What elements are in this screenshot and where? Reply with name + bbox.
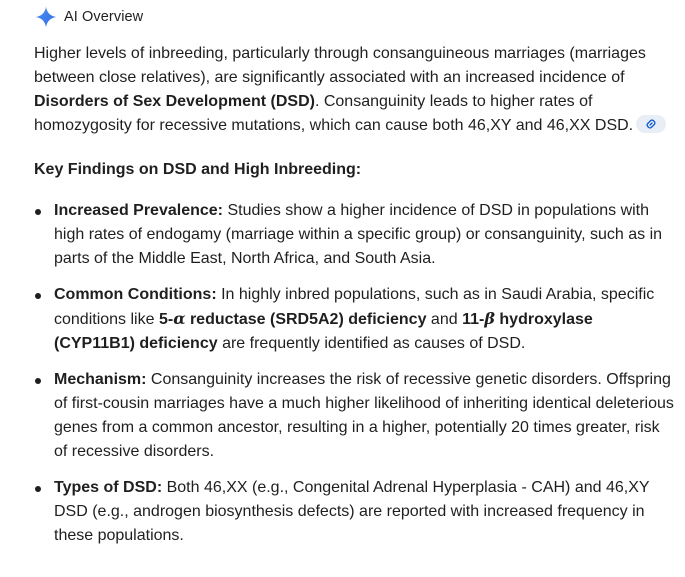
findings-list — [34, 199, 674, 548]
beta-symbol: β — [484, 309, 495, 328]
intro-text-start: Higher levels of inbreeding, particularly through consanguineous marriages (marriages between close relatives), are significantly associated with an increased incidence of — [34, 45, 646, 86]
sparkle-icon — [34, 5, 58, 29]
list-item — [34, 476, 674, 548]
ai-overview-title: AI Overview — [64, 9, 144, 25]
list-item — [34, 199, 674, 271]
source-link-button[interactable] — [636, 115, 666, 133]
overview-content — [34, 42, 674, 560]
condition-name: reductase (SRD5A2) deficiency — [185, 311, 427, 328]
finding-text: In highly inbred populations, such as in Saudi Arabia, specific conditions like — [54, 286, 655, 328]
finding-text: Studies show a higher incidence of DSD in populations with high rates of endogamy (marriage within a specific group) or consanguinity, such as in parts of the Middle East, North Africa, and South Asia. — [54, 202, 663, 267]
ai-overview-header — [34, 5, 143, 29]
condition-prefix: 5- — [158, 311, 174, 328]
finding-label: Increased Prevalence: — [54, 202, 223, 219]
finding-text: Consanguinity increases the risk of recessive genetic disorders. Offspring of first-cousin marriages have a much higher likelihood of inheriting identical deleterious genes from a common ancestor, resulting in a higher, potentially 20 times greater, risk of recessive disorders. — [54, 371, 674, 460]
section-heading: Key Findings on DSD and High Inbreeding: — [34, 161, 362, 178]
intro-text-end: . Consanguinity leads to higher rates of homozygosity for recessive mutations, which can cause both 46,XY and 46,XX DSD. — [34, 93, 634, 134]
intro-paragraph — [34, 42, 674, 138]
alpha-symbol: α — [173, 309, 186, 328]
condition-srd5a2 — [159, 311, 427, 328]
intro-bold-term: Disorders of Sex Development (DSD) — [34, 93, 315, 110]
finding-text: and — [426, 311, 463, 328]
condition-prefix: 11- — [462, 311, 485, 328]
condition-name: hydroxylase (CYP11B1) deficiency — [54, 311, 593, 352]
finding-label: Common Conditions: — [54, 286, 217, 303]
link-icon — [645, 118, 657, 130]
finding-label: Types of DSD: — [54, 479, 163, 496]
finding-label: Mechanism: — [54, 371, 147, 388]
list-item — [34, 283, 674, 356]
finding-text: Both 46,XX (e.g., Congenital Adrenal Hyperplasia - CAH) and 46,XY DSD (e.g., androgen biosynthesis defects) are reported with increased frequency in these populations. — [54, 479, 650, 544]
finding-text: are frequently identified as causes of DSD. — [217, 335, 526, 352]
list-item — [34, 368, 674, 464]
